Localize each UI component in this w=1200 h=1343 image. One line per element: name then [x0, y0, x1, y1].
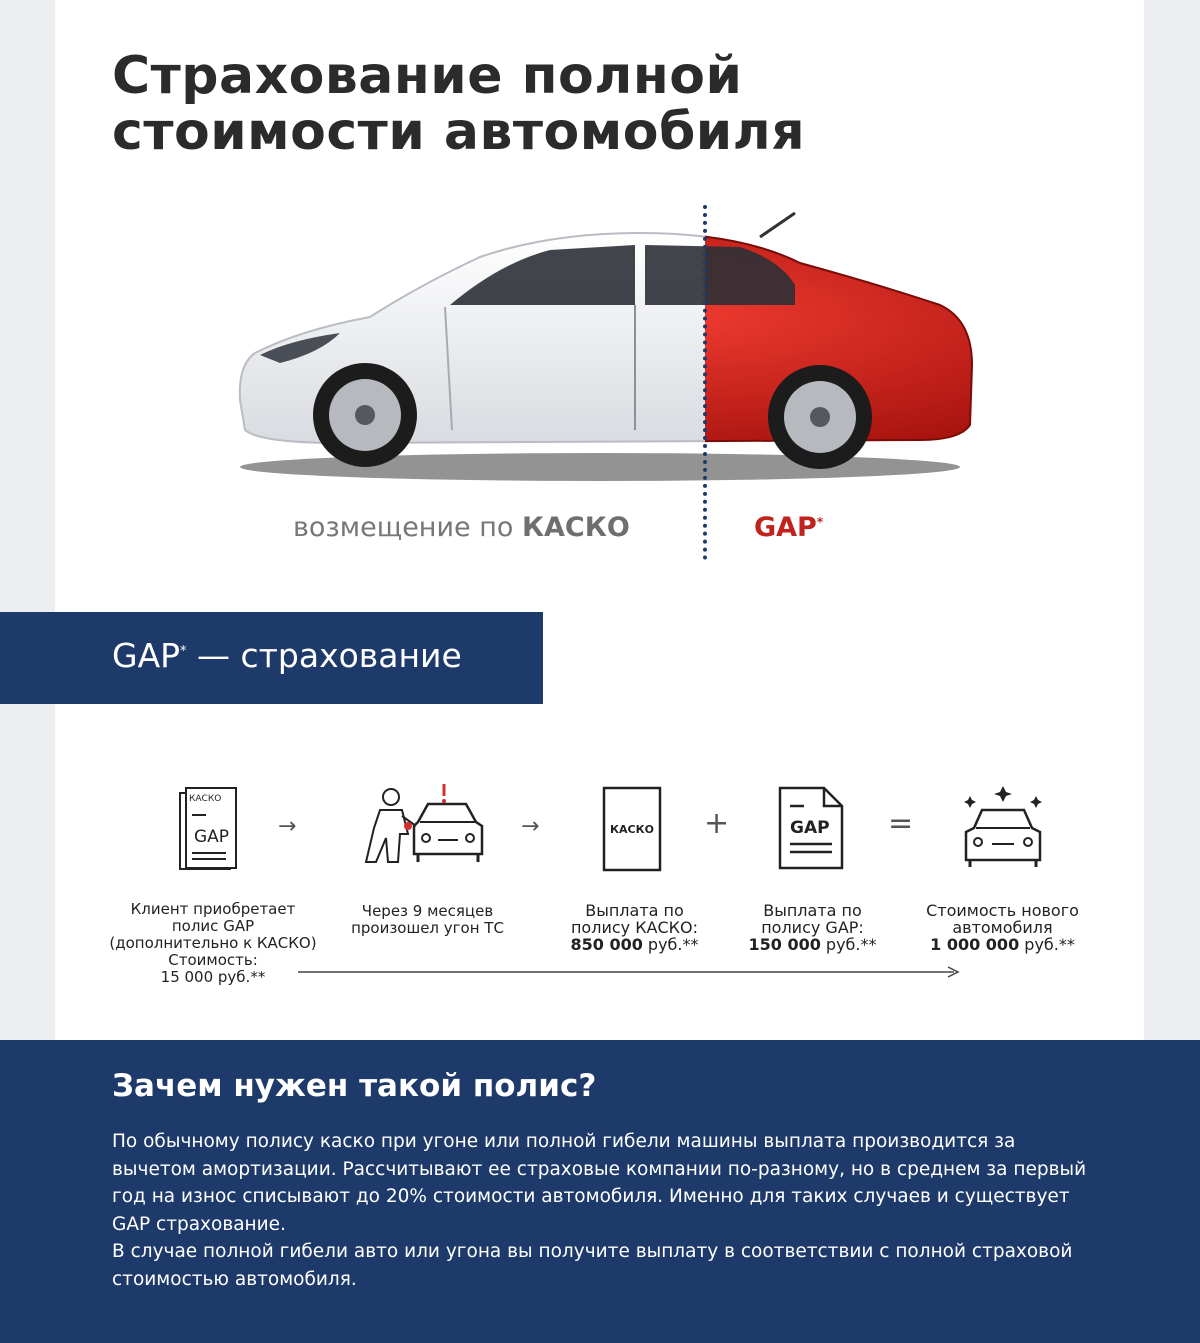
new-car-amount: 1 000 000 [930, 935, 1020, 954]
svg-text:КАСКО: КАСКО [189, 794, 222, 804]
kasko-document-icon [602, 786, 662, 872]
car-theft-icon [358, 782, 488, 866]
step-3-text: Выплата по полису КАСКО: 850 000 руб.** [570, 901, 699, 954]
footer-body [112, 1128, 1092, 1293]
title-line-2: стоимости автомобиля [112, 102, 806, 162]
equals-operator: = [888, 806, 914, 841]
front-wheel [313, 363, 417, 467]
plus-operator: + [704, 806, 730, 841]
arrow-1: → [278, 814, 297, 839]
page-title [112, 48, 805, 160]
title-line-1: Страхование полной [112, 46, 743, 106]
arrow-2: → [521, 814, 540, 839]
rear-wheel [768, 365, 872, 469]
gap-amount: 150 000 [748, 935, 821, 954]
svg-text:GAP: GAP [194, 827, 230, 847]
gap-section-title: GAP* — страхование [112, 636, 462, 675]
car-illustration [220, 205, 990, 495]
gap-label: GAP* [754, 512, 824, 543]
step-2-text: Через 9 месяцев произошел угон ТС [351, 902, 504, 937]
kasko-gap-divider [703, 205, 707, 560]
kasko-compensation-label: возмещение по КАСКО [293, 512, 630, 543]
kasko-amount: 850 000 [570, 935, 643, 954]
timeline-arrow [298, 964, 962, 980]
footer-paragraph-2: В случае полной гибели авто или угона вы получите выплату в соответствии с полной страховой стоимостью автомобиля. [112, 1241, 1073, 1290]
step-5-text: Стоимость нового автомобиля 1 000 000 руб.** [926, 901, 1079, 954]
svg-text:GAP: GAP [790, 818, 830, 838]
gap-document-icon [778, 786, 844, 870]
footer-heading: Зачем нужен такой полис? [112, 1068, 597, 1104]
new-car-icon [960, 782, 1046, 868]
svg-text:КАСКО: КАСКО [610, 823, 654, 836]
footer-paragraph-1: По обычному полису каско при угоне или полной гибели машины выплата производится за вычетом амортизации. Рассчитывают ее страховые компании по-разному, но в среднем за первый год на износ списывают до 20% стоимости автомобиля. Именно для таких случаев и существует GAP страхование. [112, 1131, 1087, 1235]
step-4-text: Выплата по полису GAP: 150 000 руб.** [748, 901, 877, 954]
document-kasko-gap-icon [178, 785, 240, 873]
step-1-text: Клиент приобретает полис GAP (дополнительно к КАСКО) Стоимость: 15 000 руб.** [109, 900, 317, 986]
